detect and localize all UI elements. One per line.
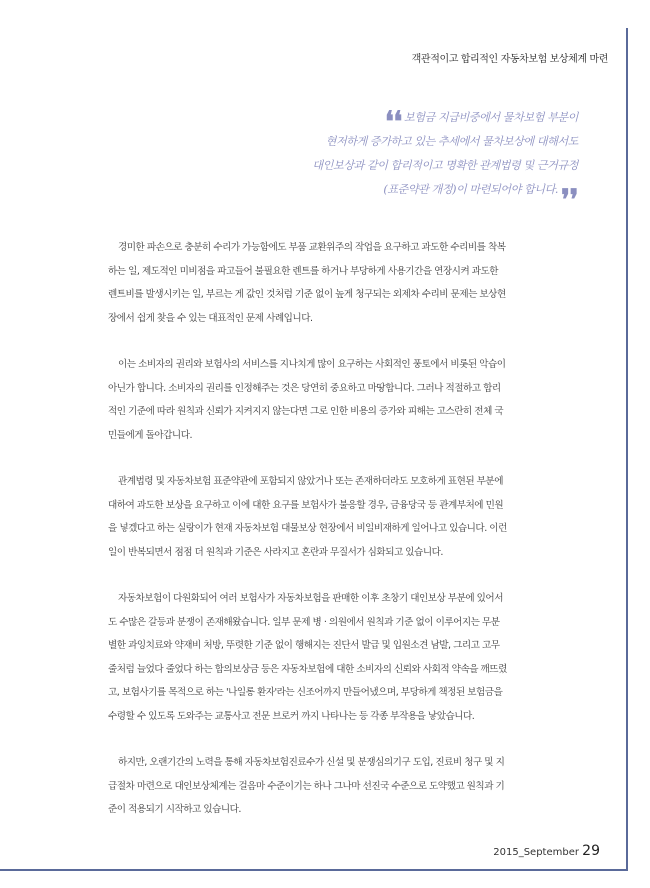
paragraph-1: 경미한 파손으로 충분히 수리가 가능함에도 부품 교환위주의 작업을 요구하고 과도한 수리비를 착복 하는 일, 제도적인 미비점을 파고들어 불필요한 렌트를 하거나 부당하게 사용기간을 연장시켜 과도한 렌트비를 발생시키는 일, 부르는 게 값인 것처럼 기준 없이 높게 청구되는 외제차 수리비 문제는 보상현 장에서 쉽게 찾을 수 있는 대표적인 문제 사례입니다. xyxy=(108,242,506,324)
running-header: 객관적이고 합리적인 자동차보험 보상체계 마련 xyxy=(411,54,608,65)
page-frame-bottom xyxy=(0,869,628,871)
close-quote-mark: ❜❜ xyxy=(560,183,578,216)
paragraph-5: 하지만, 오랜기간의 노력을 통해 자동차보험진료수가 신설 및 분쟁심의기구 도입, 진료비 청구 및 지 급절차 마련으로 대인보상체계는 걸음마 수준이기는 하나 그나마 선진국 수준으로 도약했고 원칙과 기 준이 적용되기 시작하고 있습니다. xyxy=(108,757,505,815)
paragraph-2: 이는 소비자의 권리와 보험사의 서비스를 지나치게 많이 요구하는 사회적인 풍토에서 비롯된 악습이 아닌가 합니다. 소비자의 권리를 인정해주는 것은 당연히 중요하고 마땅합니다. 그러나 적절하고 합리 적인 기준에 따라 원칙과 신뢰가 지켜지지 않는다면 그로 인한 비용의 증가와 피해는 고스란히 전체 국 민들에게 돌아갑니다. xyxy=(108,359,506,441)
pull-quote-line: (표준약관 개정)이 마련되어야 합니다. ❜❜ xyxy=(383,183,578,216)
open-quote-mark: ❛❛ xyxy=(384,105,402,138)
pull-quote-line: ❛❛ 보험금 지급비중에서 물차보험 부분이 xyxy=(384,105,578,138)
paragraph-3: 관계법령 및 자동차보험 표준약관에 포함되지 않았거나 또는 존재하더라도 모호하게 표현된 부분에 대하여 과도한 보상을 요구하고 이에 대한 요구를 보험사가 불응할 경우, 금융당국 등 관계부처에 민원 을 넣겠다고 하는 실랑이가 현재 자동차보험 대물보상 현장에서 비일비재하게 일어나고 있습니다. 이런 일이 반복되면서 점점 더 원칙과 기준은 사라지고 혼란과 무질서가 심화되고 있습니다. xyxy=(108,476,507,558)
issue-label: 2015_September xyxy=(493,847,579,858)
page-frame-right xyxy=(626,28,628,871)
page-number: 29 xyxy=(582,843,600,859)
pull-quote-line: 대인보상과 같이 합리적이고 명확한 관계법령 및 근거규정 xyxy=(312,159,578,172)
page-footer xyxy=(493,843,600,859)
paragraph-4: 자동차보험이 다원화되어 여러 보험사가 자동차보험을 판매한 이후 초창기 대인보상 부분에 있어서 도 수많은 갈등과 분쟁이 존재해왔습니다. 일부 문제 병 · 의원에서 원칙과 기준 없이 이루어지는 무분 별한 과잉치료와 약재비 처방, 뚜렷한 기준 없이 행해지는 진단서 발급 및 입원소견 남발, 그리고 고무 줄처럼 늘었다 줄었다 하는 합의보상금 등은 자동차보험에 대한 소비자의 신뢰와 사회적 약속을 깨뜨렸 고, 보험사기를 목적으로 하는 '나일롱 환자'라는 신조어까지 만들어냈으며, 부당하게 책정된 보험금을 수령할 수 있도록 도와주는 교통사고 전문 브로커 까지 나타나는 등 각종 부작용을 낳았습니다. xyxy=(108,593,507,722)
article-body xyxy=(108,236,588,845)
pull-quote-line: 현저하게 증가하고 있는 추세에서 물차보상에 대해서도 xyxy=(325,135,578,148)
pull-quote xyxy=(230,105,578,216)
